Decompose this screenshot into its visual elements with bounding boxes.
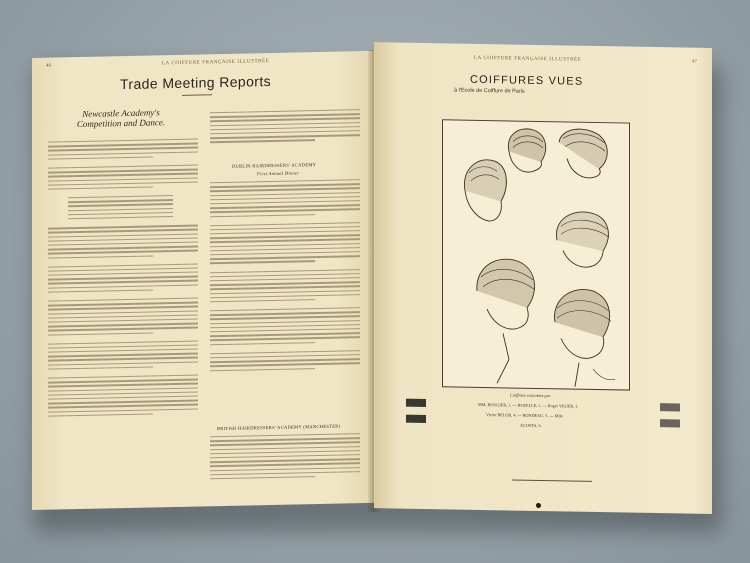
subhead-dublin-dinner: First Annual Dinner — [257, 170, 300, 177]
color-swatch-dark-2 — [406, 415, 426, 423]
color-swatch-gray-2 — [660, 419, 680, 427]
credit-line-3: ACOSTA, 6. — [520, 422, 542, 429]
bottom-rule — [512, 480, 592, 482]
left-column — [48, 139, 198, 420]
right-column — [210, 109, 360, 146]
left-running-head: LA COIFFURE FRANÇAISE ILLUSTRÉE — [162, 59, 270, 67]
title-rule — [182, 94, 212, 96]
credit-line-1: MM. BOUGIER, 1. — BOZELLE, 2. — Roger VIGIER, 3. — [478, 401, 579, 409]
right-column-body — [210, 179, 360, 374]
left-page — [32, 51, 377, 510]
color-swatch-dark-1 — [406, 399, 426, 407]
hairstyle-drawing — [443, 120, 629, 389]
hairstyle-illustration — [442, 119, 630, 390]
coiffures-subtitle: à l'Ecole de Coiffure de Paris — [454, 87, 525, 95]
subhead-dublin: DUBLIN HAIRDRESSERS' ACADEMY — [232, 162, 317, 169]
credit-line-2: Victor BELOR, 4. — BONDEAU, 5. — Mlle — [486, 412, 563, 419]
right-running-head: LA COIFFURE FRANÇAISE ILLUSTRÉE — [474, 55, 582, 63]
right-page — [374, 42, 712, 514]
coiffures-title: COIFFURES VUES — [470, 73, 584, 88]
right-page-number: 47 — [692, 59, 697, 65]
color-swatch-gray-1 — [660, 403, 680, 411]
right-column-bottom — [210, 433, 360, 482]
page-ornament-dot — [536, 503, 541, 508]
caption-heading: Coiffures exécutées par — [510, 392, 551, 399]
left-page-number: 46 — [46, 63, 51, 69]
page-title: Trade Meeting Reports — [120, 72, 272, 93]
section-title-newcastle: Newcastle Academy's Competition and Dance. — [76, 107, 166, 130]
subhead-british: BRITISH HAIRDRESSERS' ACADEMY (MANCHESTER) — [217, 423, 341, 432]
